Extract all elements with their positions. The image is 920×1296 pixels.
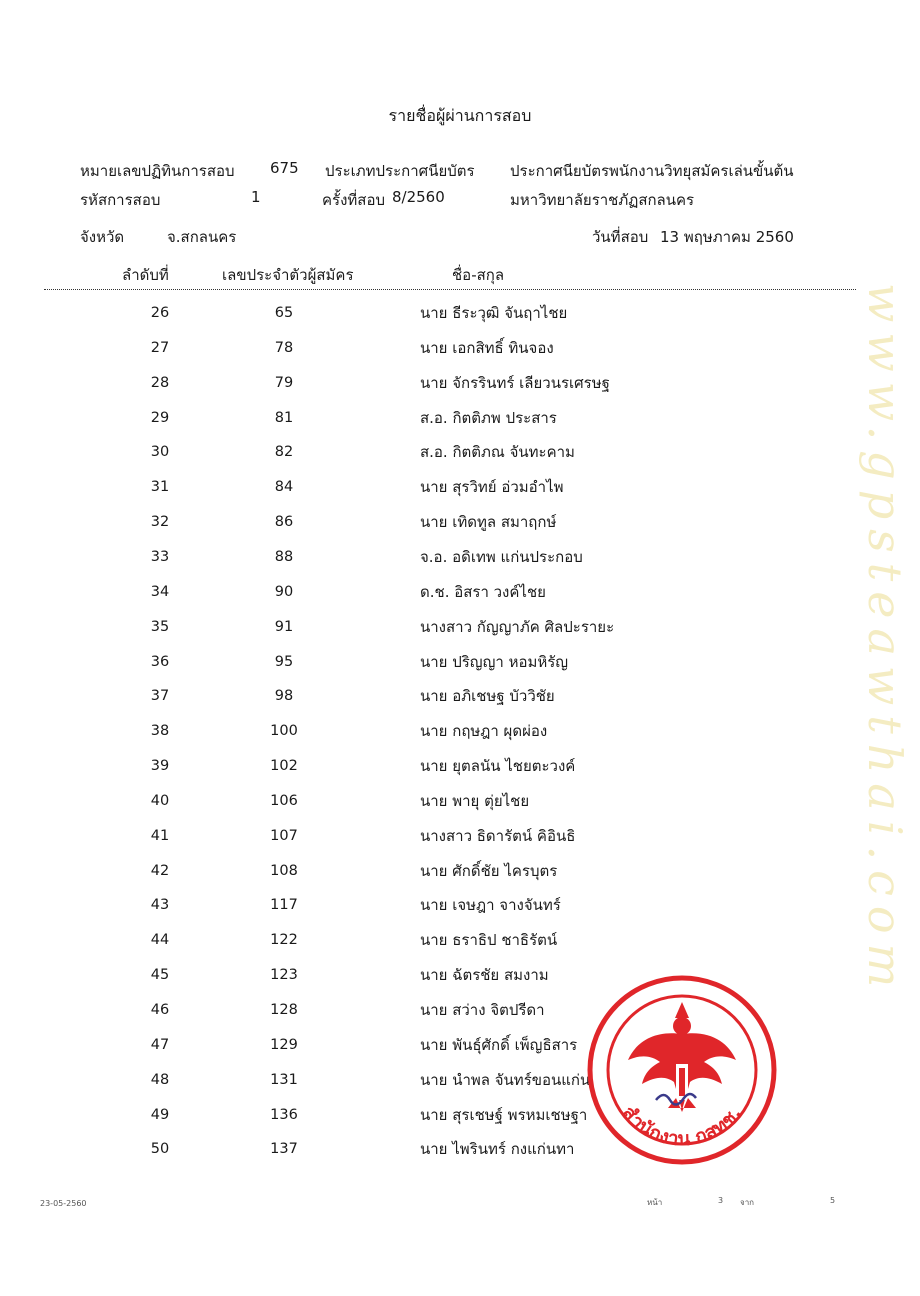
- applicant-name: จ.อ. อดิเทพ แก่นประกอบ: [420, 547, 583, 566]
- applicant-name: นาย สุรเชษฐ์ พรหมเชษฐา: [420, 1105, 588, 1124]
- applicant-id: 95: [274, 653, 294, 670]
- applicant-name: ส.อ. กิตติภพ ประสาร: [420, 408, 557, 427]
- table-row: [0, 611, 920, 645]
- exam-date-value: 13 พฤษภาคม 2560: [660, 228, 794, 246]
- applicant-name: นาย นำพล จันทร์ขอนแก่น: [420, 1070, 591, 1089]
- row-number: 39: [150, 758, 170, 775]
- exam-date-label: วันที่สอบ: [592, 228, 649, 246]
- table-row: [0, 820, 920, 854]
- applicant-id: 86: [274, 514, 294, 531]
- exam-code-value: 1: [251, 188, 261, 206]
- applicant-name: ด.ช. อิสรา วงค์ไชย: [420, 582, 546, 601]
- table-row: [0, 994, 920, 1028]
- table-row: [0, 959, 920, 993]
- row-number: 46: [150, 1002, 170, 1018]
- applicant-name: นาย ปริญญา หอมหิรัญ: [420, 652, 569, 671]
- applicant-name: นาย ธราธิป ชาธิรัตน์: [420, 931, 558, 950]
- applicant-name: นาย จักรรินทร์ เลียวนรเศรษฐ: [420, 373, 610, 392]
- table-row: [0, 646, 920, 680]
- applicant-name: นางสาว ธิดารัตน์ คิอินธิ: [420, 826, 576, 845]
- row-number: 45: [150, 967, 170, 984]
- applicant-name: นาย กฤษฎา ผุดผ่อง: [420, 722, 548, 741]
- row-number: 50: [150, 1141, 170, 1158]
- row-number: 49: [150, 1106, 170, 1123]
- row-number: 32: [150, 514, 170, 531]
- table-row: [0, 471, 920, 505]
- page-current: 3: [718, 1196, 724, 1205]
- table-row: [0, 785, 920, 819]
- table-row: [0, 1064, 920, 1098]
- applicant-name: นาย เทิดทูล สมาฤกษ์: [420, 513, 557, 532]
- applicant-id: 107: [270, 827, 298, 844]
- applicant-id: 123: [270, 967, 298, 984]
- row-number: 48: [150, 1071, 170, 1088]
- table-row: [0, 1099, 920, 1133]
- applicant-name: นาย ไพรินทร์ กงแก่นทา: [420, 1140, 575, 1159]
- applicant-id: 128: [270, 1002, 298, 1018]
- applicant-name: นาย สุรวิทย์ อ่วมอำไพ: [420, 478, 564, 497]
- table-row: [0, 715, 920, 749]
- applicant-id: 106: [270, 792, 298, 809]
- official-seal: [584, 972, 780, 1168]
- print-date: 23-05-2560: [40, 1199, 87, 1208]
- of-label: จาก: [740, 1198, 755, 1207]
- applicant-name: นาย เอกสิทธิ์ ทินจอง: [420, 338, 554, 357]
- table-row: [0, 332, 920, 366]
- permit-value: 675: [270, 159, 299, 177]
- row-number: 44: [150, 932, 170, 949]
- row-number: 40: [150, 792, 170, 809]
- table-row: [0, 541, 920, 575]
- table-row: [0, 680, 920, 714]
- row-number: 42: [150, 862, 170, 879]
- row-number: 26: [150, 305, 170, 321]
- applicant-id: 84: [274, 479, 294, 496]
- province-value: จ.สกลนคร: [167, 228, 237, 246]
- row-number: 33: [150, 548, 170, 565]
- applicant-id: 91: [274, 618, 294, 635]
- certificate-type-value: ประกาศนียบัตรพนักงานวิทยุสมัครเล่นขั้นต้น: [510, 162, 794, 180]
- table-row: [0, 576, 920, 610]
- applicant-id: 98: [274, 688, 294, 705]
- applicant-id: 102: [270, 758, 298, 775]
- row-number: 35: [150, 618, 170, 635]
- table-row: [0, 367, 920, 401]
- seal-text: สำนักงาน กสทช.: [617, 1101, 747, 1151]
- row-number: 34: [150, 583, 170, 600]
- row-number: 47: [150, 1036, 170, 1053]
- applicant-id: 108: [270, 862, 298, 879]
- row-number: 28: [150, 374, 170, 391]
- row-number: 36: [150, 653, 170, 670]
- column-header-applicant-id: เลขประจำตัวผู้สมัคร: [222, 266, 354, 284]
- exam-session-value: 8/2560: [392, 188, 445, 206]
- table-row: [0, 750, 920, 784]
- exam-code-label: รหัสการสอบ: [80, 191, 161, 209]
- column-header-name: ชื่อ-สกุล: [452, 266, 505, 284]
- row-number: 37: [150, 688, 170, 705]
- applicant-name: นาย พันธุ์ศักดิ์ เพ็ญธิสาร: [420, 1035, 578, 1054]
- row-number: 30: [150, 444, 170, 461]
- applicant-name: นาย ฉัตรชัย สมงาม: [420, 966, 549, 985]
- table-row: [0, 924, 920, 958]
- header-divider: [44, 289, 856, 290]
- applicant-name: นาย ธีระวุฒิ จันฤาไชย: [420, 304, 568, 322]
- applicant-name: นาย เจษฎา จางจันทร์: [420, 896, 561, 915]
- applicant-id: 65: [274, 305, 294, 321]
- watermark-text: www.gpsteawthai.com: [858, 282, 912, 998]
- row-number: 38: [150, 723, 170, 740]
- row-number: 43: [150, 897, 170, 914]
- applicant-id: 81: [274, 409, 294, 426]
- page-label: หน้า: [647, 1198, 663, 1207]
- applicant-id: 90: [274, 583, 294, 600]
- province-label: จังหวัด: [80, 228, 125, 246]
- applicant-name: นาย สว่าง จิตปรีดา: [420, 1001, 545, 1019]
- page-total: 5: [830, 1196, 836, 1205]
- applicant-id: 137: [270, 1141, 298, 1158]
- table-row: [0, 1029, 920, 1063]
- row-number: 41: [150, 827, 170, 844]
- exam-session-label: ครั้งที่สอบ: [322, 191, 385, 209]
- table-row: [0, 402, 920, 436]
- row-number: 29: [150, 409, 170, 426]
- table-row: [0, 1133, 920, 1167]
- column-header-no: ลำดับที่: [122, 266, 169, 284]
- applicant-name: ส.อ. กิตติภณ จันทะคาม: [420, 443, 575, 462]
- applicant-name: นาย พายุ ตุ่ยไชย: [420, 791, 530, 810]
- table-row: [0, 436, 920, 470]
- row-number: 31: [150, 479, 170, 496]
- applicant-name: นาย อภิเชษฐ บัววิชัย: [420, 687, 555, 706]
- applicant-id: 122: [270, 932, 298, 949]
- applicant-name: นาย ศักดิ์ชัย ไครบุตร: [420, 861, 558, 880]
- applicant-id: 136: [270, 1106, 298, 1123]
- applicant-name: นางสาว กัญญาภัค ศิลปะรายะ: [420, 617, 615, 636]
- applicant-name: นาย ยุตลนัน ไชยตะวงค์: [420, 757, 576, 776]
- applicant-id: 129: [270, 1036, 298, 1053]
- applicant-id: 79: [274, 374, 294, 391]
- table-row: [0, 506, 920, 540]
- applicant-id: 100: [270, 723, 298, 740]
- applicant-id: 78: [274, 339, 294, 356]
- garuda-emblem-icon: [628, 1002, 736, 1112]
- row-number: 27: [150, 339, 170, 356]
- applicant-id: 82: [274, 444, 294, 461]
- document-title: รายชื่อผู้ผ่านการสอบ: [388, 106, 532, 125]
- permit-label: หมายเลขปฏิทินการสอบ: [80, 162, 235, 180]
- table-row: [0, 297, 920, 331]
- applicant-id: 88: [274, 548, 294, 565]
- applicant-id: 131: [270, 1071, 298, 1088]
- certificate-type-label: ประเภทประกาศนียบัตร: [325, 162, 475, 180]
- applicant-id: 117: [270, 897, 298, 914]
- exam-venue: มหาวิทยาลัยราชภัฏสกลนคร: [510, 191, 695, 209]
- table-row: [0, 889, 920, 923]
- table-row: [0, 855, 920, 889]
